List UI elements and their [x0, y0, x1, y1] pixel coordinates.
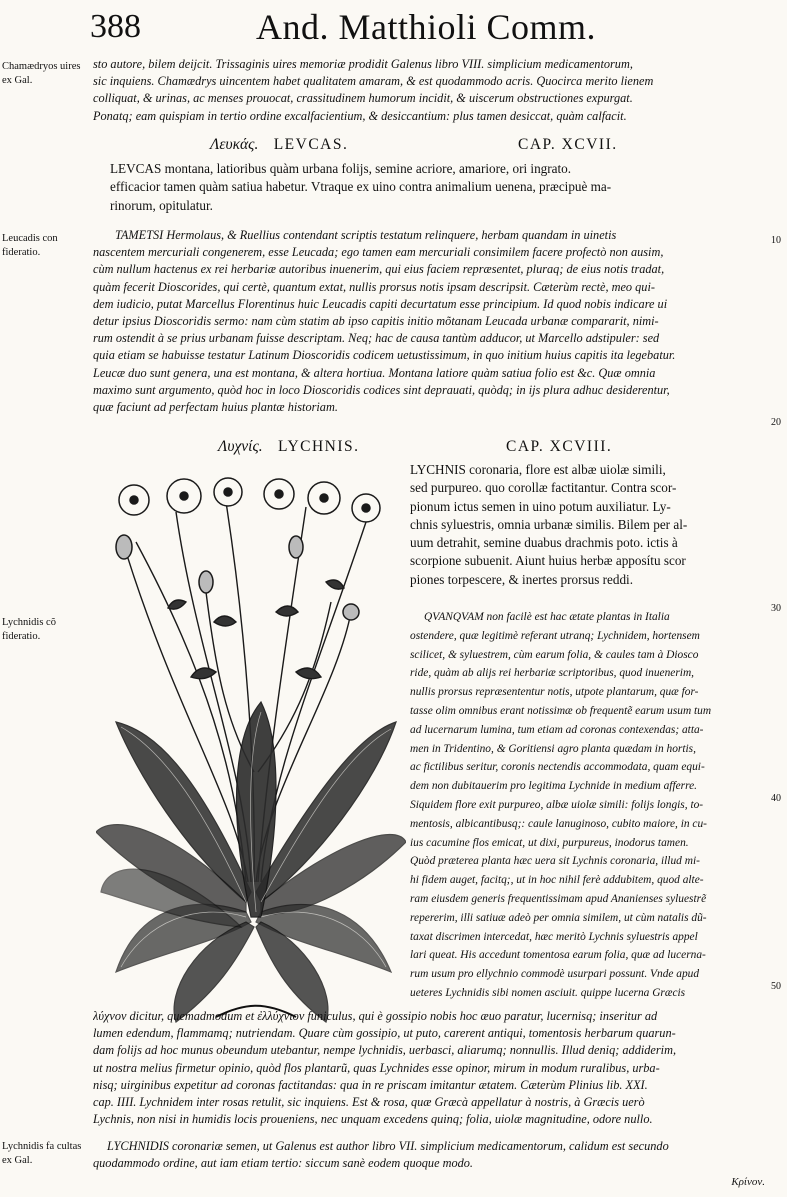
text-line: tasse olim omnibus erant notissimæ ob frequentẽ earum usum tum	[410, 704, 712, 717]
text-line: LYCHNIDIS coronariæ semen, ut Galenus est author libro VII. simplicium medicamentorum, calidum est secundo	[107, 1139, 669, 1153]
text-line: sic inquiens. Chamædrys uincentem habet qualitatem amaram, & est quodammodo acris. Quocirca merito lienem	[93, 74, 654, 89]
text-line: taxat discrimen intercedat, hæc meritò Lychnis syluestris appel	[410, 930, 698, 943]
text-line: nascentem mercuriali congenerem, esse Leucada; ego tamen eam mercuriali consimilem facere profectò non ausim,	[93, 245, 664, 260]
text-line: QVANQVAM non facilè est hac ætate plantas in Italia	[424, 611, 670, 623]
chapter-97-title	[210, 136, 348, 154]
text-line: Ponatq; eam quispiam in tertio ordine excalfacientium, & desiccantium: plus tamen desiccat, quàm calfacit.	[93, 108, 627, 123]
text-line: rum ostendit à se prius urbanam fuisse descriptam. Neq; hac de causa tantùm adducor, ut Marcello adstipuler: sed	[93, 331, 660, 346]
text-line: LYCHNIS coronaria, flore est albæ uiolæ simili,	[410, 462, 666, 477]
text-line: λύχνον dicitur, quemadmodum et ἐλλύχνιον funiculus, qui è gossipio nobis hoc æuo paratur, lucernisq; inseritur ad	[93, 1009, 658, 1023]
text-line: scilicet, & syluestrem, cùm earum folia, & caules tam à Diosco	[410, 648, 699, 661]
text-line: dam folijs ad hoc munus obeundum utebantur, nempe lychnidis, uerbasci, aliarumq; nonnullis. Illud deniq; addiderim,	[93, 1043, 677, 1058]
running-title: And. Matthioli Comm.	[256, 7, 597, 47]
line-number-40: 40	[771, 793, 781, 804]
text-line: ride, quàm ab alijs rei herbariæ scriptoribus, quod inuenerim,	[410, 667, 695, 680]
text-line: ostendere, quæ legitimè referant utranq; Lychnidem, hortensem	[410, 629, 700, 642]
text-line: maximo sunt argumento, quòd hoc in loco Dioscoridis codices sint deprauati, quòdq; in ijs plura adhuc desiderentur,	[93, 382, 670, 397]
margin-note-lychnidis: Lychnidis cõ fideratio.	[2, 617, 56, 642]
line-number-10: 10	[771, 235, 781, 246]
text-line: detur ipsius Dioscoridis sermo: nam cùm statim ab ipso capitis initio mõtanam Leucada urbanæ compararit, nimi-	[93, 313, 659, 328]
chapter-98-name: LYCHNIS.	[278, 438, 360, 455]
text-line: rum usum pro ellychnio commodè usurpari possunt. Vnde apud	[410, 968, 700, 981]
text-line: nullis prorsus repræsententur notis, utpote plantarum, quæ for-	[410, 686, 699, 699]
chapter-98-faculties	[93, 1138, 765, 1172]
text-line: ram eiusdem generis frequentissimam apud Ananienses syluestrẽ	[410, 892, 707, 905]
chapter-98-commentary-column	[410, 608, 770, 1003]
margin-note-leucadis: Leucadis con fideratio.	[2, 233, 58, 258]
text-line: Quòd præterea planta hæc uera sit Lychnis coronaria, illud mi-	[410, 855, 700, 868]
chapter-97-commentary	[93, 227, 765, 416]
line-number-50: 50	[771, 981, 781, 992]
text-line: ueteres Lychnidis sibi nomen asciuit. quippe lucerna Græcis	[410, 986, 686, 999]
line-number-20: 20	[771, 417, 781, 428]
text-line: repererim, illi satiuæ adeò per omnia similem, ut cùm natalis dũ-	[410, 911, 707, 924]
text-line: piones torpescere, & inertes prorsus reddi.	[410, 571, 634, 587]
text-line: colliquat, & urinas, ac menses prouocat, crassitudinem humorum incidit, & uiscerum obstructiones expurgat.	[93, 91, 633, 106]
text-line: cùm nullum hactenus ex rei herbariæ autoribus inuenerim, qui eius faciem repræsentet, pluraq; de eius notis tradat,	[93, 262, 665, 277]
text-line: sed purpureo. quo corollæ factitantur. Contra scor-	[410, 480, 677, 496]
text-line: rinorum, opitulatur.	[110, 197, 213, 213]
chapter-97-greek: Λευκάς.	[210, 136, 259, 153]
text-line: ac fictilibus seritur, coronis nectendis accommodata, quam equi-	[410, 761, 705, 774]
page-number: 388	[90, 8, 141, 45]
text-line: Siquidem flore exit purpureo, albæ uiolæ simili: folijs longis, to-	[410, 798, 704, 811]
text-line: dem non dubitauerim pro legitima Lychnide in medium afferre.	[410, 780, 698, 793]
text-line: men in Tridentino, & Goritiensi agro planta quædam in hortis,	[410, 742, 696, 755]
line-number-30: 30	[771, 603, 781, 614]
text-line: quàm fecerit Dioscorides, qui certè, quantum extat, nullis prorsus notis ipsam descripsit. Cæterùm rectè, meo qui-	[93, 279, 655, 294]
text-line: ad lucernarum lumina, tum etiam ad coronas contexendas; atta-	[410, 723, 704, 736]
text-line: Lychnis, non nisi in humidis locis proueniens, nec unquam excedens quinq; folia, uiolæ magnitudine, odore nullo.	[93, 1112, 653, 1127]
text-line: pionum ictus semen in uino potum auxiliatur. Ly-	[410, 498, 671, 514]
chapter-97-number: CAP. XCVII.	[518, 136, 618, 153]
chapter-98-dioscorides	[410, 461, 770, 589]
text-line: cap. IIII. Lychnidem inter rosas retulit, sic inquiens. Est & rosa, quæ Græcà appellatur à nostris, à Græcis uerò	[93, 1094, 645, 1109]
lychnis-plant-illustration	[96, 472, 406, 1027]
margin-note-lychnidis-faculties: Lychnidis fa cultas ex Gal.	[2, 1141, 82, 1166]
text-line: efficacior tamen quàm satiua habetur. Vtraque ex uino contra animalium uenena, præcipuè ma-	[110, 179, 612, 195]
text-line: uum detrahit, semine duabus drachmis poto. ictis à	[410, 535, 678, 551]
text-line: quæ faciunt ad perfectam huius plantæ historiam.	[93, 399, 338, 414]
text-line: lumen edendum, flammamq; nutriendam. Quare cùm gossipio, ut puto, carerent antiqui, tomentosis herbarum quarun-	[93, 1026, 676, 1041]
text-line: quia etiam se habuisse testatur Latinum Dioscoridis codicem uetustissimum, in quo initium huius capitis ita legebatur.	[93, 348, 676, 363]
chapter-98-greek: Λυχνίς.	[218, 438, 263, 455]
chapter-97-name: LEVCAS.	[273, 136, 349, 153]
chapter-98-number: CAP. XCVIII.	[506, 438, 613, 455]
opening-text	[93, 56, 768, 125]
text-line: ut nostra melius firmetur opinio, quòd flos plantarũ, quas Lychnides esse opinor, mirum in modum ruralibus, urba-	[93, 1060, 660, 1075]
text-line: mentosis, albicantibusq;: caule lanuginoso, cubito maiore, in cu-	[410, 817, 707, 830]
chapter-98-title	[218, 438, 360, 456]
text-line: nisq; uirginibus expetitur ad coronas factitandas: qua in re priscam imitantur ætatem. Cæterùm Plinius lib. XXI.	[93, 1077, 648, 1092]
text-line: ius cacumine flos emicat, ut dixi, purpureus, inodorus tamen.	[410, 836, 689, 849]
text-line: chnis syluestris, omnia urbanæ similis. Bilem per al-	[410, 516, 688, 532]
text-line: Leucæ duo sunt genera, una est montana, & altera hortiua. Montana latiore quàm satiua folio est &c. Quæ omnia	[93, 365, 656, 380]
chapter-97-dioscorides	[110, 160, 770, 215]
text-line: hi fidem auget, facitq;, ut in hoc nihil ferè addubitem, quod alte-	[410, 874, 704, 887]
margin-note-chamaedrys: Chamædryos uires ex Gal.	[2, 61, 81, 86]
text-line: LEVCAS montana, latioribus quàm urbana folijs, semine acriore, amariore, ori ingrato.	[110, 161, 572, 176]
chapter-98-commentary-full	[93, 1008, 765, 1128]
text-line: lari queat. His accedunt tomentosa earum folia, quæ ad lucerna-	[410, 949, 706, 962]
text-line: sto autore, bilem deijcit. Trissaginis uires memoriæ prodidit Galenus libro VIII. simplicium medicamentorum,	[93, 57, 633, 71]
text-line: dem iudicio, putat Marcellus Florentinus huic Leucadis capiti decurtatum esse principium. Id quod nobis indicare ui	[93, 296, 668, 311]
text-line: scorpione subuenit. Aiunt huius herbæ apposítu scor	[410, 553, 686, 569]
text-line: TAMETSI Hermolaus, & Ruellius contendant scriptis testatum relinquere, herbam quandam in uinetis	[115, 228, 617, 242]
catchword: Κρίνον.	[731, 1176, 765, 1188]
text-line: quodammodo ordine, aut iam etiam tertio: siccum sanè eodem quoque modo.	[93, 1156, 474, 1171]
